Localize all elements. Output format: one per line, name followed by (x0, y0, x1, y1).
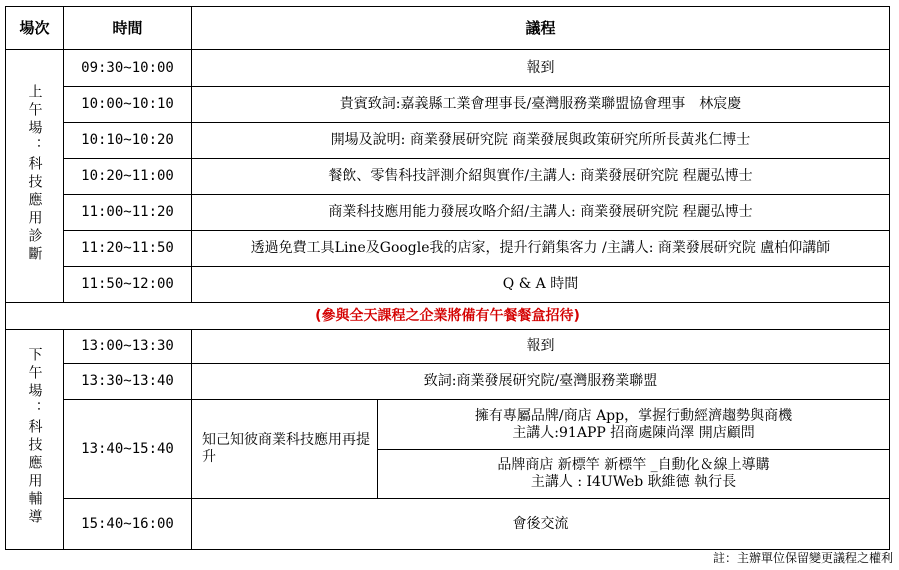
talk-title: 品牌商店 新標竿 新標竿 _自動化＆線上導購 (497, 457, 770, 473)
afternoon-session-cell (6, 330, 64, 550)
workshop-time: 13:40~15:40 (64, 400, 192, 499)
lunch-note: (參與全天課程之企業將備有午餐餐盒招待) (6, 303, 890, 330)
row-time: 10:20~11:00 (64, 159, 192, 195)
talk-cell (378, 400, 890, 450)
morning-session-label: 上午場：科技應用診斷 (26, 83, 43, 264)
row-item: Q & A 時間 (192, 267, 890, 303)
table-row (6, 499, 890, 550)
table-row (6, 195, 890, 231)
table-row (6, 231, 890, 267)
header-time: 時間 (64, 7, 192, 50)
row-time: 10:00~10:10 (64, 87, 192, 123)
row-time: 09:30~10:00 (64, 50, 192, 87)
table-row (6, 50, 890, 87)
talk-cell (378, 450, 890, 499)
row-item: 貴賓致詞:嘉義縣工業會理事長/臺灣服務業聯盟協會理事 林宸慶 (192, 87, 890, 123)
table-row (6, 159, 890, 195)
talk-speaker: 主講人:91APP 招商處陳尚澤 開店顧問 (512, 424, 755, 441)
talk-title: 擁有專屬品牌/商店 App，掌握行動經濟趨勢與商機 (474, 407, 793, 424)
table-row (6, 267, 890, 303)
footnote: 註：主辦單位保留變更議程之權利 (712, 551, 893, 565)
row-item: 透過免費工具Line及Google我的店家，提升行銷集客力 /主講人: 商業發展研究院 盧柏仰講師 (192, 231, 890, 267)
row-time: 13:00~13:30 (64, 330, 192, 364)
table-row (6, 364, 890, 400)
row-item: 商業科技應用能力發展攻略介紹/主講人: 商業發展研究院 程麗弘博士 (192, 195, 890, 231)
row-time: 11:00~11:20 (64, 195, 192, 231)
table-row (6, 123, 890, 159)
row-time: 11:50~12:00 (64, 267, 192, 303)
agenda-table (5, 6, 890, 550)
header-session: 場次 (6, 7, 64, 50)
lunch-row (6, 303, 890, 330)
row-time: 11:20~11:50 (64, 231, 192, 267)
morning-session-cell (6, 50, 64, 303)
row-item: 開場及說明: 商業發展研究院 商業發展與政策研究所所長黃兆仁博士 (192, 123, 890, 159)
closing-item: 會後交流 (192, 499, 890, 550)
workshop-topic: 知己知彼商業科技應用再提升 (192, 400, 378, 499)
talk-speaker: 主講人 : I4UWeb 耿維德 執行長 (530, 474, 737, 490)
header-row (6, 7, 890, 50)
closing-time: 15:40~16:00 (64, 499, 192, 550)
table-row (6, 330, 890, 364)
row-item: 致詞:商業發展研究院/臺灣服務業聯盟 (192, 364, 890, 400)
row-time: 10:10~10:20 (64, 123, 192, 159)
afternoon-session-label: 下午場：科技應用輔導 (26, 347, 43, 527)
table-row (6, 400, 890, 450)
header-agenda: 議程 (192, 7, 890, 50)
row-item: 報到 (192, 50, 890, 87)
row-item: 餐飲、零售科技評測介紹與實作/主講人: 商業發展研究院 程麗弘博士 (192, 159, 890, 195)
table-row (6, 87, 890, 123)
row-item: 報到 (192, 330, 890, 364)
row-time: 13:30~13:40 (64, 364, 192, 400)
